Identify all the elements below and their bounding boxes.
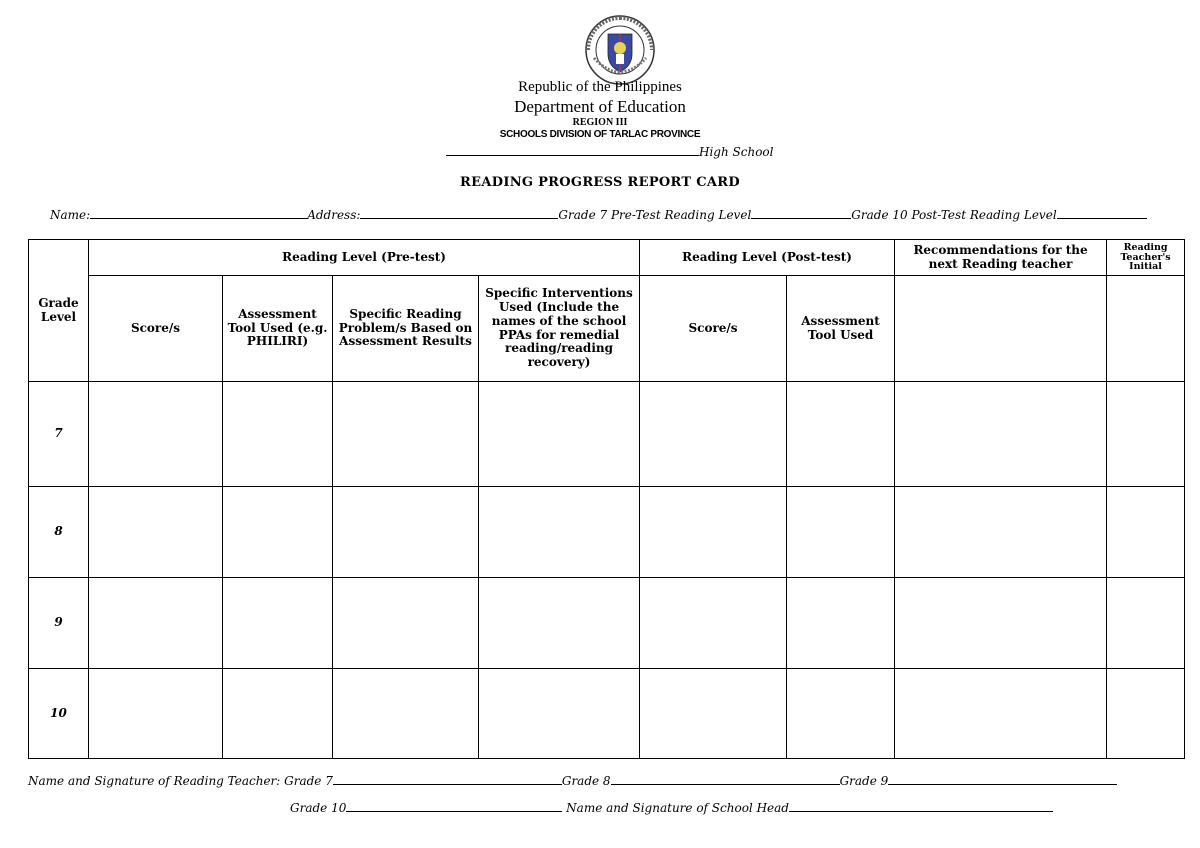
address-blank[interactable] <box>360 206 558 219</box>
entry-cell[interactable] <box>333 578 479 669</box>
grade-level-header: Grade Level <box>29 240 89 382</box>
post-score-header: Score/s <box>640 276 787 382</box>
recommendations-header: Recommendations for the next Reading teacher <box>895 240 1107 276</box>
table-row <box>29 382 1185 487</box>
deped-seal-logo <box>584 14 656 86</box>
teacher-initial-header: Reading Teacher's Initial <box>1107 240 1185 276</box>
republic-heading: Republic of the Philippines <box>518 79 682 95</box>
entry-cell[interactable] <box>787 669 895 759</box>
entry-cell[interactable] <box>1107 669 1185 759</box>
entry-cell[interactable] <box>89 382 223 487</box>
entry-cell[interactable] <box>333 487 479 578</box>
teacher-signature-label: Name and Signature of Reading Teacher: Grade 7 <box>28 774 333 788</box>
pretest-label: Grade 7 Pre-Test Reading Level <box>558 208 752 222</box>
pre-tool-header: Assessment Tool Used (e.g. PHILIRI) <box>223 276 333 382</box>
entry-cell[interactable] <box>1107 487 1185 578</box>
pretest-group-header: Reading Level (Pre-test) <box>89 240 640 276</box>
entry-cell[interactable] <box>1107 578 1185 669</box>
initial-header-blank <box>1107 276 1185 382</box>
entry-cell[interactable] <box>895 578 1107 669</box>
grade-cell: 7 <box>29 382 89 487</box>
entry-cell[interactable] <box>895 669 1107 759</box>
entry-cell[interactable] <box>787 382 895 487</box>
grade7-signature-blank[interactable] <box>333 772 562 785</box>
department-heading: Department of Education <box>514 97 686 116</box>
grade8-signature-blank[interactable] <box>611 772 840 785</box>
region-heading: REGION III <box>572 117 628 128</box>
table-row <box>29 669 1185 759</box>
grade10-label: Grade 10 <box>290 801 347 815</box>
grade8-label: Grade 8 <box>561 774 611 788</box>
school-name-line <box>446 143 773 159</box>
teacher-signature-line <box>28 772 1117 788</box>
entry-cell[interactable] <box>1107 382 1185 487</box>
entry-cell[interactable] <box>895 487 1107 578</box>
posttest-group-header: Reading Level (Post-test) <box>640 240 895 276</box>
entry-cell[interactable] <box>333 382 479 487</box>
grade9-signature-blank[interactable] <box>888 772 1117 785</box>
address-label: Address: <box>307 208 361 222</box>
entry-cell[interactable] <box>640 382 787 487</box>
entry-cell[interactable] <box>787 487 895 578</box>
entry-cell[interactable] <box>479 382 640 487</box>
entry-cell[interactable] <box>223 669 333 759</box>
school-head-signature-blank[interactable] <box>789 799 1053 812</box>
grade9-label: Grade 9 <box>839 774 889 788</box>
division-heading: SCHOOLS DIVISION OF TARLAC PROVINCE <box>499 129 701 140</box>
entry-cell[interactable] <box>640 578 787 669</box>
pre-score-header: Score/s <box>89 276 223 382</box>
posttest-blank[interactable] <box>1057 206 1147 219</box>
page-title: READING PROGRESS REPORT CARD <box>460 175 740 190</box>
entry-cell[interactable] <box>479 487 640 578</box>
post-tool-header: Assessment Tool Used <box>787 276 895 382</box>
school-name-blank[interactable] <box>446 143 699 156</box>
entry-cell[interactable] <box>333 669 479 759</box>
entry-cell[interactable] <box>89 669 223 759</box>
entry-cell[interactable] <box>479 669 640 759</box>
student-info-fields <box>50 206 1147 222</box>
entry-cell[interactable] <box>223 487 333 578</box>
recommendations-header-blank <box>895 276 1107 382</box>
entry-cell[interactable] <box>787 578 895 669</box>
grade-cell: 9 <box>29 578 89 669</box>
school-head-signature-line <box>290 799 1053 815</box>
grade-cell: 10 <box>29 669 89 759</box>
pre-interventions-header: Specific Interventions Used (Include the names of the school PPAs for remedial reading/reading recovery) <box>479 276 640 382</box>
entry-cell[interactable] <box>479 578 640 669</box>
table-row <box>29 578 1185 669</box>
entry-cell[interactable] <box>89 487 223 578</box>
entry-cell[interactable] <box>895 382 1107 487</box>
pretest-blank[interactable] <box>751 206 851 219</box>
entry-cell[interactable] <box>640 669 787 759</box>
reading-progress-table <box>28 239 1185 759</box>
name-label: Name: <box>50 208 91 222</box>
name-blank[interactable] <box>90 206 307 219</box>
entry-cell[interactable] <box>223 382 333 487</box>
grade10-signature-blank[interactable] <box>346 799 562 812</box>
pre-problem-header: Specific Reading Problem/s Based on Assessment Results <box>333 276 479 382</box>
entry-cell[interactable] <box>89 578 223 669</box>
entry-cell[interactable] <box>223 578 333 669</box>
table-row <box>29 487 1185 578</box>
posttest-label: Grade 10 Post-Test Reading Level <box>851 208 1057 222</box>
school-head-label: Name and Signature of School Head <box>566 801 789 815</box>
school-suffix: High School <box>699 145 774 159</box>
grade-cell: 8 <box>29 487 89 578</box>
entry-cell[interactable] <box>640 487 787 578</box>
